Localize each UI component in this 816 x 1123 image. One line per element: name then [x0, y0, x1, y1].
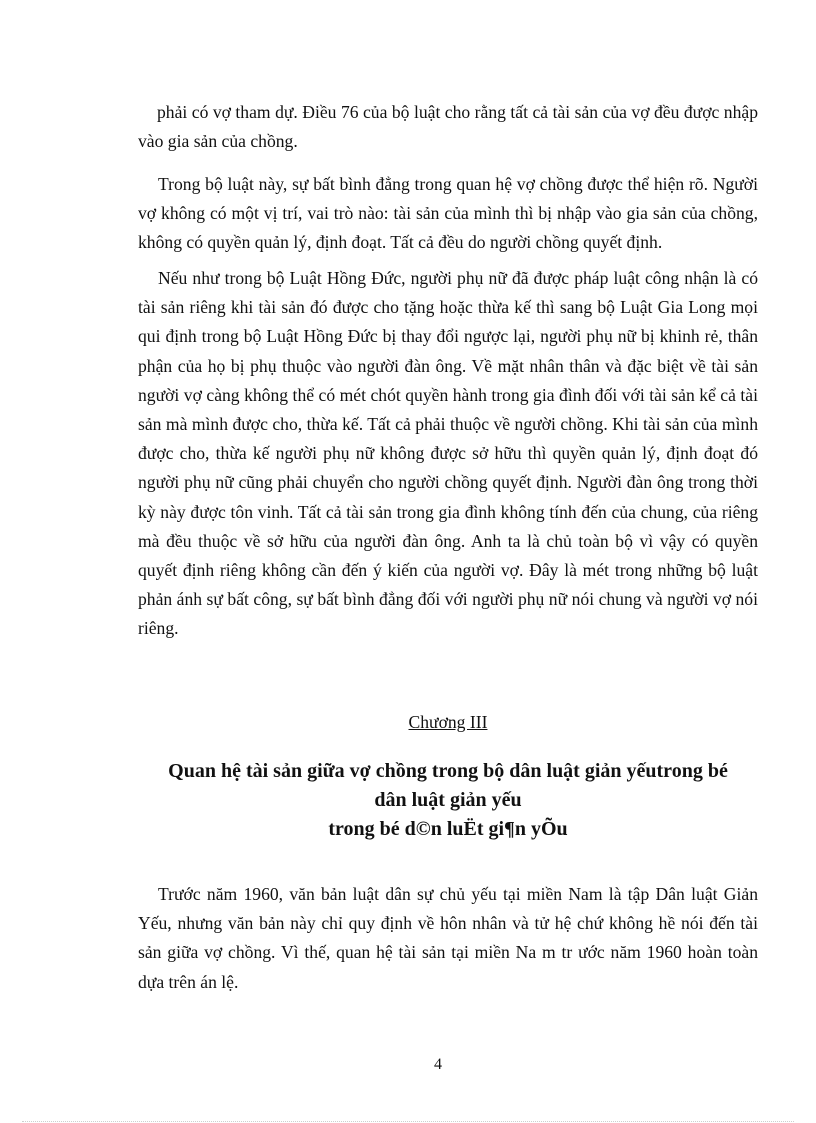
chapter-heading-line-3: trong bé d©n luËt gi¶n yÕu: [328, 818, 568, 840]
chapter-heading-line-2: dân luật giản yếu: [374, 789, 522, 811]
body-paragraph-1: phải có vợ tham dự. Điều 76 của bộ luật cho rằng tất cả tài sản của vợ đều được nhập vào gia sản của chồng.: [138, 102, 758, 152]
body-paragraph-3: Nếu như trong bộ Luật Hồng Đức, người phụ nữ đã được pháp luật công nhận là có tài sản riêng khi tài sản đó được cho tặng hoặc thừa kế thì sang bộ Luật Gia Long mọi qui định trong bộ Luật Hồng Đức bị thay đổi ngược lại, người phụ nữ bị khinh rẻ, thân phận của họ bị phụ thuộc vào người đàn ông. Về mặt nhân thân và đặc biệt về tài sản người vợ càng không thể có mét chót quyền hành trong gia đình đối với tài sản kể cả tài sản mà mình được cho, thừa kế. Tất cả phải thuộc về người chồng. Khi tài sản của mình được cho, thừa kế người phụ nữ không được sở hữu thì quyền quản lý, định đoạt đó người phụ nữ cũng phải chuyển cho người chồng quyết định. Người đàn ông trong thời kỳ này được tôn vinh. Tất cả tài sản trong gia đình không tính đến của chung, của riêng mà đều thuộc về sở hữu của người đàn ông. Anh ta là chủ toàn bộ vì vậy có quyền quyết định riêng không cần đến ý kiến của người vợ. Đây là mét trong những bộ luật phản ánh sự bất công, sự bất bình đẳng đối với người phụ nữ nói chung và người vợ nói riêng.: [138, 268, 758, 639]
body-paragraph-4: Trước năm 1960, văn bản luật dân sự chủ yếu tại miền Nam là tập Dân luật Giản Yếu, nhưng văn bản này chỉ quy định về hôn nhân và tử hệ chứ không hề nói đến tài sản giữa vợ chồng. Vì thế, quan hệ tài sản tại miền Na m tr ước năm 1960 hoàn toàn dựa trên án lệ.: [138, 884, 758, 992]
page-bottom-rule: [22, 1121, 794, 1122]
page-number: 4: [434, 1056, 442, 1073]
chapter-label: [138, 710, 758, 734]
chapter-label-text: Chương III: [408, 712, 488, 732]
chapter-heading: [118, 757, 778, 844]
chapter-heading-line-1: Quan hệ tài sản giữa vợ chồng trong bộ dân luật giản yếutrong bé: [168, 760, 728, 782]
body-paragraph-2: Trong bộ luật này, sự bất bình đẳng trong quan hệ vợ chồng được thể hiện rõ. Người vợ không có một vị trí, vai trò nào: tài sản của mình thì bị nhập vào gia sản của chồng, không có quyền quản lý, định đoạt. Tất cả đều do người chồng quyết định.: [138, 174, 758, 253]
